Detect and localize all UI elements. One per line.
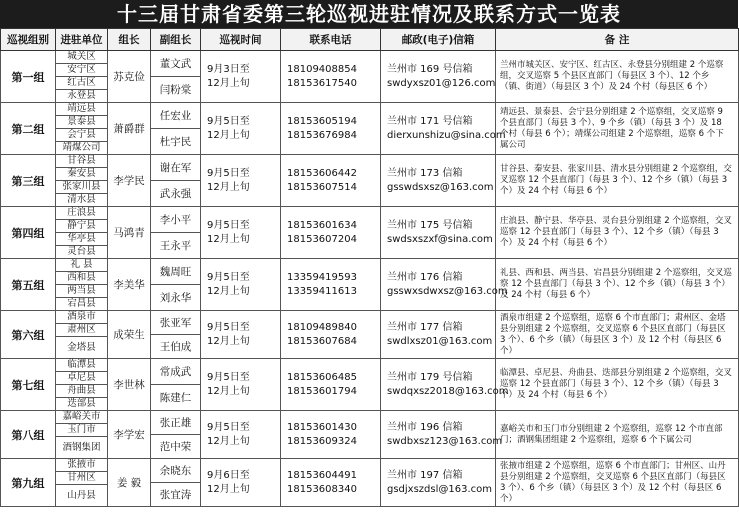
deputy-name: 董文武	[151, 51, 201, 77]
text-line: 兰州市 179 号信箱	[387, 371, 473, 383]
deputy-name: 魏周旺	[151, 259, 201, 285]
text-line: 12月上旬	[207, 233, 250, 245]
text-line: 12月上旬	[207, 285, 250, 297]
text-line: 12月上旬	[207, 129, 250, 141]
deputy-name: 闫粉棠	[151, 77, 201, 103]
unit-name: 张掖市	[56, 459, 108, 472]
text-line: 9月5日至	[207, 115, 250, 127]
unit-name: 靖煤公司	[56, 142, 108, 155]
unit-name: 山丹县	[56, 485, 108, 507]
header-deputy: 副组长	[151, 29, 201, 51]
text-line: 9月5日至	[207, 371, 250, 383]
unit-name: 西和县	[56, 272, 108, 285]
remark: 靖远县、景泰县、会宁县分别组建 2 个巡察组，交叉巡察 9 个县直部门（每县 3 个）、9 个乡（镇）（每县 3 个）及 18 个村（每县 6 个）；靖煤公司组建 2 个巡察组，巡察 6 个下属公司	[496, 103, 739, 155]
unit-name: 两当县	[56, 285, 108, 298]
text-line: 18153606442	[287, 167, 357, 179]
unit-name: 庄浪县	[56, 207, 108, 220]
unit-name: 甘谷县	[56, 155, 108, 168]
mailbox	[381, 311, 496, 359]
text-line: 18153617540	[287, 77, 357, 89]
inspection-time	[201, 103, 281, 155]
text-line: 18153601794	[287, 385, 357, 397]
mailbox	[381, 51, 496, 103]
remark: 甘谷县、秦安县、张家川县、清水县分别组建 2 个巡察组，交叉巡察 12 个县直部门（每县 3 个）、12 个乡（镇）（每县 3 个）及 24 个村（每县 6 个）	[496, 155, 739, 207]
group-name: 第五组	[1, 259, 56, 311]
deputy-name: 张正雄	[151, 411, 201, 435]
group-name: 第七组	[1, 359, 56, 411]
contact-phone	[281, 259, 381, 311]
text-line: 兰州市 177 信箱	[387, 321, 463, 333]
group-name: 第九组	[1, 459, 56, 507]
deputy-name: 王伯成	[151, 335, 201, 359]
text-line: 18153607204	[287, 233, 357, 245]
table-row	[1, 103, 739, 116]
text-line: 兰州市 169 号信箱	[387, 63, 473, 75]
text-line: 18153676984	[287, 129, 357, 141]
text-line: 12月上旬	[207, 483, 250, 495]
text-line: swdyxsz01@126.com	[387, 77, 496, 89]
unit-name: 金塔县	[56, 337, 108, 359]
inspection-time	[201, 459, 281, 507]
contact-phone	[281, 51, 381, 103]
unit-name: 酒钢集团	[56, 437, 108, 459]
unit-name: 靖远县	[56, 103, 108, 116]
group-name: 第一组	[1, 51, 56, 103]
remark: 酒泉市组建 2 个巡察组，巡察 6 个市直部门；肃州区、金塔县分别组建 2 个巡察组，交叉巡察 6 个县区直部门（每县区 3 个）、6 个乡（镇）（每县区 3 个）及 12 个村（每县区 6 个）	[496, 311, 739, 359]
text-line: gsswdsxsz@163.com	[387, 181, 494, 193]
remark: 张掖市组建 2 个巡察组，巡察 6 个市直部门；甘州区、山丹县分别组建 2 个巡察组，交叉巡察 6 个县区直部门（每县区 3 个）、6 个乡（镇）（每县区 3 个）及 12 个村（每县区 6 个）	[496, 459, 739, 507]
text-line: 18109489840	[287, 321, 357, 333]
leader-name: 萧爵群	[108, 103, 151, 155]
unit-name: 灵台县	[56, 246, 108, 259]
text-line: 12月上旬	[207, 181, 250, 193]
unit-name: 秦安县	[56, 168, 108, 181]
group-name: 第三组	[1, 155, 56, 207]
unit-name: 清水县	[56, 194, 108, 207]
unit-name: 迭部县	[56, 398, 108, 411]
leader-name: 李世林	[108, 359, 151, 411]
unit-name: 卓尼县	[56, 372, 108, 385]
inspection-time	[201, 311, 281, 359]
unit-name: 临潭县	[56, 359, 108, 372]
text-line: 18153605194	[287, 115, 357, 127]
text-line: 9月5日至	[207, 271, 250, 283]
header-note: 备 注	[496, 29, 739, 51]
text-line: 18153608340	[287, 483, 357, 495]
group-name: 第八组	[1, 411, 56, 459]
header-mail: 邮政(电子)信箱	[381, 29, 496, 51]
contact-phone	[281, 103, 381, 155]
header-time: 巡视时间	[201, 29, 281, 51]
mailbox	[381, 155, 496, 207]
unit-name: 城关区	[56, 51, 108, 64]
mailbox	[381, 207, 496, 259]
inspection-time	[201, 359, 281, 411]
table-row	[1, 155, 739, 168]
remark: 嘉峪关市和玉门市分别组建 2 个巡察组，巡察 12 个市直部门；酒钢集团组建 2 个巡察组，巡察 6 个下属公司	[496, 411, 739, 459]
mailbox	[381, 459, 496, 507]
unit-name: 甘州区	[56, 472, 108, 485]
text-line: 18153601430	[287, 421, 357, 433]
leader-name: 李学宏	[108, 411, 151, 459]
text-line: 9月5日至	[207, 219, 250, 231]
group-name: 第二组	[1, 103, 56, 155]
mailbox	[381, 103, 506, 155]
text-line: dierxunshizu@sina.com	[387, 129, 506, 141]
unit-name: 永登县	[56, 90, 108, 103]
leader-name: 李学民	[108, 155, 151, 207]
unit-name: 红古区	[56, 77, 108, 90]
table-row	[1, 359, 739, 372]
unit-name: 安宁区	[56, 64, 108, 77]
remark: 礼县、西和县、两当县、宕昌县分别组建 2 个巡察组，交叉巡察 12 个县直部门（每县 3 个）、12 个乡（镇）（每县 3 个）及 24 个村（每县 6 个）	[496, 259, 739, 311]
unit-name: 静宁县	[56, 220, 108, 233]
unit-name: 酒泉市	[56, 311, 108, 324]
deputy-name: 常成武	[151, 359, 201, 385]
leader-name: 成荣生	[108, 311, 151, 359]
unit-name: 张家川县	[56, 181, 108, 194]
text-line: 兰州市 196 信箱	[387, 421, 463, 433]
unit-name: 会宁县	[56, 129, 108, 142]
inspection-time	[201, 51, 281, 103]
header-phone: 联系电话	[281, 29, 381, 51]
text-line: 13359411613	[287, 285, 357, 297]
table-row	[1, 51, 739, 64]
contact-phone	[281, 459, 381, 507]
text-line: 9月3日至	[207, 63, 250, 75]
deputy-name: 刘永华	[151, 285, 201, 311]
text-line: 兰州市 197 信箱	[387, 469, 463, 481]
unit-name: 景泰县	[56, 116, 108, 129]
text-line: swdlxsz01@163.com	[387, 335, 493, 347]
deputy-name: 武永强	[151, 181, 201, 207]
remark: 兰州市城关区、安宁区、红古区、永登县分别组建 2 个巡察组，交叉巡察 5 个县区直部门（每县区 3 个）、12 个乡（镇、街道）（每县区 3 个）及 24 个村（每县区 6 个）	[496, 51, 739, 103]
remark: 临潭县、卓尼县、舟曲县、迭部县分别组建 2 个巡察组，交叉巡察 12 个县直部门（每县 3 个）、12 个乡（镇）（每县 3 个）及 24 个村（每县 6 个）	[496, 359, 739, 411]
text-line: 9月5日至	[207, 421, 250, 433]
text-line: 12月上旬	[207, 335, 250, 347]
group-name: 第四组	[1, 207, 56, 259]
text-line: gsdjxszdsl@163.com	[387, 483, 493, 495]
mailbox	[381, 259, 508, 311]
deputy-name: 张宜涛	[151, 483, 201, 507]
unit-name: 舟曲县	[56, 385, 108, 398]
text-line: 12月上旬	[207, 385, 250, 397]
text-line: 兰州市 176 信箱	[387, 271, 463, 283]
text-line: swdsxszxf@sina.com	[387, 233, 493, 245]
contact-phone	[281, 207, 381, 259]
inspection-time	[201, 411, 281, 459]
deputy-name: 任宏业	[151, 103, 201, 129]
text-line: gsswxsdwxsz@163.com	[387, 285, 508, 297]
text-line: 18153607514	[287, 181, 357, 193]
deputy-name: 谢在军	[151, 155, 201, 181]
text-line: 兰州市 171 号信箱	[387, 115, 473, 127]
unit-name: 华亭县	[56, 233, 108, 246]
text-line: 18109408854	[287, 63, 357, 75]
unit-name: 肃州区	[56, 324, 108, 337]
deputy-name: 陈建仁	[151, 385, 201, 411]
text-line: 9月5日至	[207, 167, 250, 179]
unit-name: 嘉峪关市	[56, 411, 108, 424]
unit-name: 宕昌县	[56, 298, 108, 311]
text-line: 18153601634	[287, 219, 357, 231]
text-line: 9月6日至	[207, 469, 250, 481]
contact-phone	[281, 311, 381, 359]
text-line: 9月5日至	[207, 321, 250, 333]
contact-phone	[281, 359, 381, 411]
text-line: 12月上旬	[207, 435, 250, 447]
deputy-name: 范中荣	[151, 435, 201, 459]
leader-name: 姜 毅	[108, 459, 151, 507]
text-line: 13359419593	[287, 271, 357, 283]
remark: 庄浪县、静宁县、华亭县、灵台县分别组建 2 个巡察组，交叉巡察 12 个县直部门（每县 3 个）、12 个乡（镇）（每县 3 个）及 24 个村（每县 6 个）	[496, 207, 739, 259]
mailbox	[381, 359, 509, 411]
header-row	[1, 29, 739, 51]
deputy-name: 李小平	[151, 207, 201, 233]
text-line: swdbxsz123@163.com	[387, 435, 503, 447]
leader-name: 李美华	[108, 259, 151, 311]
unit-name: 玉门市	[56, 424, 108, 437]
mailbox	[381, 411, 503, 459]
text-line: 18153607684	[287, 335, 357, 347]
inspection-time	[201, 207, 281, 259]
text-line: 18153606485	[287, 371, 357, 383]
header-leader: 组长	[108, 29, 151, 51]
table-row	[1, 259, 739, 272]
unit-name: 礼 县	[56, 259, 108, 272]
text-line: 18153604491	[287, 469, 357, 481]
contact-phone	[281, 411, 381, 459]
inspection-table	[0, 28, 739, 507]
text-line: 兰州市 175 号信箱	[387, 219, 473, 231]
text-line: swdqxsz2018@163.com	[387, 385, 509, 397]
inspection-time	[201, 259, 281, 311]
table-row	[1, 207, 739, 220]
contact-phone	[281, 155, 381, 207]
text-line: 12月上旬	[207, 77, 250, 89]
text-line: 18153609324	[287, 435, 357, 447]
group-name: 第六组	[1, 311, 56, 359]
deputy-name: 余晓东	[151, 459, 201, 483]
header-unit: 进驻单位	[56, 29, 108, 51]
page-title: 十三届甘肃省委第三轮巡视进驻情况及联系方式一览表	[0, 0, 738, 28]
leader-name: 马鸿青	[108, 207, 151, 259]
inspection-time	[201, 155, 281, 207]
deputy-name: 王永平	[151, 233, 201, 259]
deputy-name: 杜宇民	[151, 129, 201, 155]
deputy-name: 张亚军	[151, 311, 201, 335]
header-group: 巡视组别	[1, 29, 56, 51]
leader-name: 苏克俭	[108, 51, 151, 103]
text-line: 兰州市 173 信箱	[387, 167, 463, 179]
